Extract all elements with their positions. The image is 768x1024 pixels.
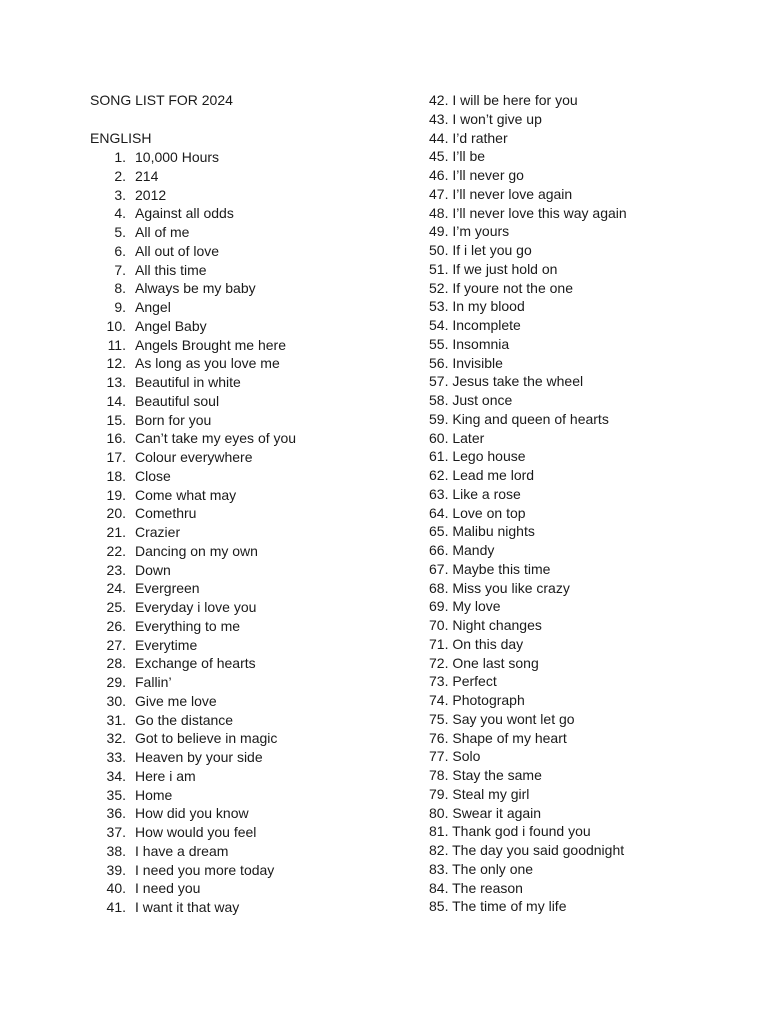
list-item-song: I have a dream: [135, 842, 229, 859]
list-item-number: 27.: [106, 636, 126, 653]
list-item-number: 80.: [429, 804, 449, 821]
list-item: [429, 92, 578, 108]
list-item-song: Evergreen: [135, 580, 200, 597]
list-item-number: 20.: [106, 505, 126, 522]
list-item-song: I’m yours: [452, 223, 510, 240]
list-item-number: 32.: [106, 730, 126, 747]
list-item: [429, 692, 525, 708]
list-item-song: Say you wont let go: [452, 710, 575, 727]
list-item-number: 56.: [429, 354, 449, 371]
list-item-number: 2.: [114, 167, 126, 184]
list-item-song: Thank god i found you: [452, 823, 591, 840]
list-item-song: Comethru: [135, 505, 197, 522]
list-item-song: All out of love: [135, 242, 220, 259]
list-item-number: 71.: [429, 635, 449, 652]
list-item-number: 77.: [429, 748, 449, 765]
list-item-song: Invisible: [452, 354, 503, 371]
list-item-song: Just once: [452, 392, 513, 408]
list-item-song: King and queen of hearts: [452, 410, 609, 427]
list-item-number: 79.: [429, 785, 449, 802]
list-item-number: 60.: [429, 429, 449, 446]
list-item-number: 35.: [106, 786, 126, 803]
list-item-number: 11.: [107, 336, 126, 353]
list-item-number: 52.: [429, 279, 449, 296]
list-item-song: Lego house: [452, 448, 526, 465]
list-item-song: Down: [135, 561, 171, 578]
list-item-number: 61.: [429, 448, 449, 465]
list-item-number: 10.: [106, 317, 126, 334]
list-item-song: Swear it again: [452, 804, 542, 821]
list-item-song: The reason: [452, 879, 523, 896]
list-item-song: Everyday i love you: [135, 599, 257, 615]
list-item-number: 50.: [429, 242, 449, 258]
list-item-number: 64.: [429, 504, 449, 521]
list-item: [429, 542, 494, 558]
list-item-song: Incomplete: [452, 317, 521, 333]
list-item-song: If i let you go: [452, 242, 532, 258]
list-item-song: In my blood: [452, 298, 525, 315]
list-item-number: 76.: [429, 729, 449, 746]
list-item-number: 9.: [114, 299, 126, 315]
list-item-song: Photograph: [452, 692, 525, 708]
list-item-song: Beautiful soul: [135, 392, 220, 409]
list-item-song: Fallin’: [135, 674, 172, 690]
list-item-song: Love on top: [452, 504, 526, 521]
list-item: [429, 598, 501, 614]
list-item-song: Come what may: [135, 486, 237, 503]
list-item: [429, 748, 480, 764]
list-item-song: Everything to me: [135, 617, 241, 634]
list-item-number: 84.: [429, 879, 449, 896]
list-item-song: I want it that way: [135, 899, 240, 915]
list-item-song: The time of my life: [452, 898, 567, 915]
list-item-song: If we just hold on: [452, 260, 558, 277]
list-item-number: 19.: [106, 486, 126, 503]
list-item-song: The day you said goodnight: [452, 842, 625, 858]
list-item-number: 47.: [429, 185, 449, 202]
list-item-number: 33.: [106, 749, 126, 765]
list-item-number: 13.: [106, 374, 126, 390]
list-item-number: 14.: [106, 392, 126, 409]
list-item-number: 28.: [106, 655, 126, 672]
list-item-number: 42.: [429, 92, 449, 108]
list-item-song: Beautiful in white: [135, 374, 241, 390]
list-item-number: 8.: [114, 280, 126, 297]
list-item-number: 7.: [114, 261, 126, 278]
list-item-number: 75.: [429, 710, 449, 727]
list-item-number: 68.: [429, 579, 449, 596]
list-item: [429, 430, 484, 446]
list-item: [429, 523, 535, 539]
list-item: [429, 205, 627, 221]
list-item-song: I’d rather: [452, 129, 508, 146]
list-item: [429, 411, 609, 427]
list-item-number: 38.: [106, 842, 126, 859]
list-item-song: One last song: [452, 654, 539, 671]
list-item-song: Malibu nights: [452, 523, 535, 540]
list-item-number: 18.: [106, 467, 126, 484]
list-item-number: 53.: [429, 298, 449, 315]
list-item-number: 16.: [106, 430, 126, 447]
list-item-song: Later: [452, 429, 485, 446]
list-item: [429, 730, 567, 746]
list-item-number: 40.: [106, 880, 126, 897]
list-item: [429, 842, 624, 858]
list-item-number: 6.: [114, 242, 126, 259]
list-item-number: 85.: [429, 898, 449, 915]
list-item-song: 2012: [135, 186, 167, 203]
list-item-song: Angels Brought me here: [135, 336, 286, 353]
list-item: [429, 617, 542, 633]
list-item: [429, 805, 541, 821]
list-item-number: 29.: [106, 674, 126, 690]
list-item-number: 22.: [106, 542, 126, 559]
list-item-number: 73.: [429, 673, 449, 690]
list-item: [429, 261, 557, 277]
list-item-song: Perfect: [452, 673, 497, 690]
list-item-song: Go the distance: [135, 711, 234, 728]
list-item-song: Give me love: [135, 692, 217, 709]
list-item: [429, 373, 583, 389]
list-item-number: 74.: [429, 692, 449, 708]
list-item-number: 57.: [429, 373, 449, 390]
list-item-song: I need you more today: [135, 861, 275, 878]
list-item-number: 23.: [106, 561, 126, 578]
list-item: [429, 448, 526, 464]
list-item-song: I’ll never love again: [452, 185, 573, 202]
list-item-song: 10,000 Hours: [135, 149, 220, 165]
list-item-song: Jesus take the wheel: [452, 373, 584, 390]
list-item-number: 41.: [106, 899, 126, 915]
list-item-song: I will be here for you: [452, 92, 578, 108]
list-item-number: 58.: [429, 392, 449, 408]
list-item-song: All this time: [135, 261, 207, 278]
list-item: [429, 786, 529, 802]
section-heading-english: ENGLISH: [90, 130, 152, 146]
list-item-song: Heaven by your side: [135, 749, 263, 765]
list-item-number: 25.: [106, 599, 126, 615]
list-item: [429, 317, 521, 333]
list-item-song: I’ll be: [452, 148, 486, 165]
list-item-number: 49.: [429, 223, 449, 240]
list-item-number: 81.: [429, 823, 449, 840]
list-item-song: If youre not the one: [452, 279, 573, 296]
list-item-song: Everytime: [135, 636, 198, 653]
list-item-song: Born for you: [135, 411, 212, 428]
list-item-number: 66.: [429, 542, 449, 558]
list-item-number: 67.: [429, 560, 449, 577]
list-item: [429, 711, 575, 727]
list-item-song: Exchange of hearts: [135, 655, 256, 672]
list-item: [429, 580, 570, 596]
list-item-number: 12.: [106, 355, 126, 372]
list-item: [429, 823, 591, 839]
list-item-song: Dancing on my own: [135, 542, 258, 559]
list-item: [429, 467, 534, 483]
list-item-number: 83.: [429, 860, 449, 877]
list-item-song: My love: [452, 598, 501, 615]
list-item-number: 45.: [429, 148, 449, 165]
list-item: [429, 673, 497, 689]
list-item-number: 59.: [429, 410, 449, 427]
list-item-song: Maybe this time: [452, 560, 551, 577]
list-item: [429, 392, 512, 408]
list-item-number: 48.: [429, 204, 449, 221]
list-item-song: Close: [135, 467, 171, 484]
list-item: [429, 486, 521, 502]
list-item-song: Night changes: [452, 617, 542, 633]
list-item: [429, 298, 525, 314]
list-item-song: Mandy: [452, 542, 495, 558]
list-item-song: Like a rose: [452, 485, 521, 502]
list-item-song: Miss you like crazy: [452, 579, 570, 596]
list-item-number: 51.: [429, 260, 449, 277]
list-item-number: 44.: [429, 129, 449, 146]
list-item-number: 15.: [106, 411, 126, 428]
list-item-number: 21.: [106, 524, 126, 540]
list-item: [429, 636, 523, 652]
page-title: SONG LIST FOR 2024: [90, 92, 233, 108]
list-item-number: 69.: [429, 598, 449, 615]
list-item: [429, 242, 532, 258]
list-item-song: Angel Baby: [135, 317, 207, 334]
list-item-song: Insomnia: [452, 335, 510, 352]
list-item: [429, 505, 526, 521]
list-item-number: 78.: [429, 767, 449, 783]
list-item-song: On this day: [452, 635, 524, 652]
list-item-number: 46.: [429, 167, 449, 183]
list-item: [429, 111, 542, 127]
list-item-song: I need you: [135, 880, 201, 897]
list-item-song: Angel: [135, 299, 171, 315]
list-item-song: Solo: [452, 748, 481, 765]
list-item-song: Here i am: [135, 767, 196, 784]
list-item: [429, 130, 508, 146]
list-item-number: 55.: [429, 335, 449, 352]
list-item-song: Shape of my heart: [452, 729, 567, 746]
list-item-number: 4.: [114, 205, 126, 222]
list-item-number: 31.: [106, 711, 126, 728]
list-item-song: Stay the same: [452, 767, 542, 783]
list-item-number: 24.: [106, 580, 126, 597]
list-item-song: I’ll never go: [452, 167, 524, 183]
list-item-number: 3.: [114, 186, 126, 203]
list-item-number: 26.: [106, 617, 126, 634]
list-item-song: Home: [135, 786, 173, 803]
list-item-song: Always be my baby: [135, 280, 256, 297]
list-item-number: 65.: [429, 523, 449, 540]
list-item-song: I won’t give up: [452, 110, 542, 127]
list-item-number: 72.: [429, 654, 449, 671]
list-item-song: Crazier: [135, 524, 181, 540]
list-item-song: Steal my girl: [452, 785, 530, 802]
list-item-number: 62.: [429, 467, 449, 483]
list-item-song: All of me: [135, 224, 190, 240]
list-item-number: 39.: [106, 861, 126, 878]
list-item-song: As long as you love me: [135, 355, 280, 372]
list-item-number: 17.: [106, 449, 126, 465]
list-item: [429, 655, 539, 671]
list-item-number: 34.: [106, 767, 126, 784]
list-item: [429, 880, 523, 896]
list-item-number: 54.: [429, 317, 449, 333]
list-item: [429, 223, 509, 239]
list-item-number: 70.: [429, 617, 449, 633]
list-item-number: 30.: [106, 692, 126, 709]
list-item: [429, 767, 542, 783]
list-item-song: I’ll never love this way again: [452, 204, 627, 221]
list-item-song: Colour everywhere: [135, 449, 253, 465]
list-item-number: 36.: [106, 805, 126, 822]
list-item-song: Got to believe in magic: [135, 730, 278, 747]
list-item: [429, 336, 509, 352]
list-item-song: Against all odds: [135, 205, 234, 222]
list-item-number: 1.: [114, 149, 126, 165]
list-item-number: 63.: [429, 485, 449, 502]
list-item-song: How would you feel: [135, 824, 257, 840]
list-item-number: 43.: [429, 110, 449, 127]
list-item-song: Lead me lord: [452, 467, 535, 483]
list-item: [429, 561, 550, 577]
list-item: [429, 898, 566, 914]
list-item: [429, 167, 524, 183]
list-item-song: How did you know: [135, 805, 249, 822]
list-item-song: Can’t take my eyes of you: [135, 430, 297, 447]
list-item: [429, 280, 573, 296]
list-item: [429, 148, 485, 164]
list-item-number: 37.: [106, 824, 126, 840]
list-item-song: The only one: [452, 860, 534, 877]
list-item: [429, 355, 503, 371]
list-item: [429, 186, 572, 202]
list-item-number: 5.: [114, 224, 126, 240]
list-item-song: 214: [135, 167, 159, 184]
list-item: [429, 861, 533, 877]
list-item-number: 82.: [429, 842, 449, 858]
